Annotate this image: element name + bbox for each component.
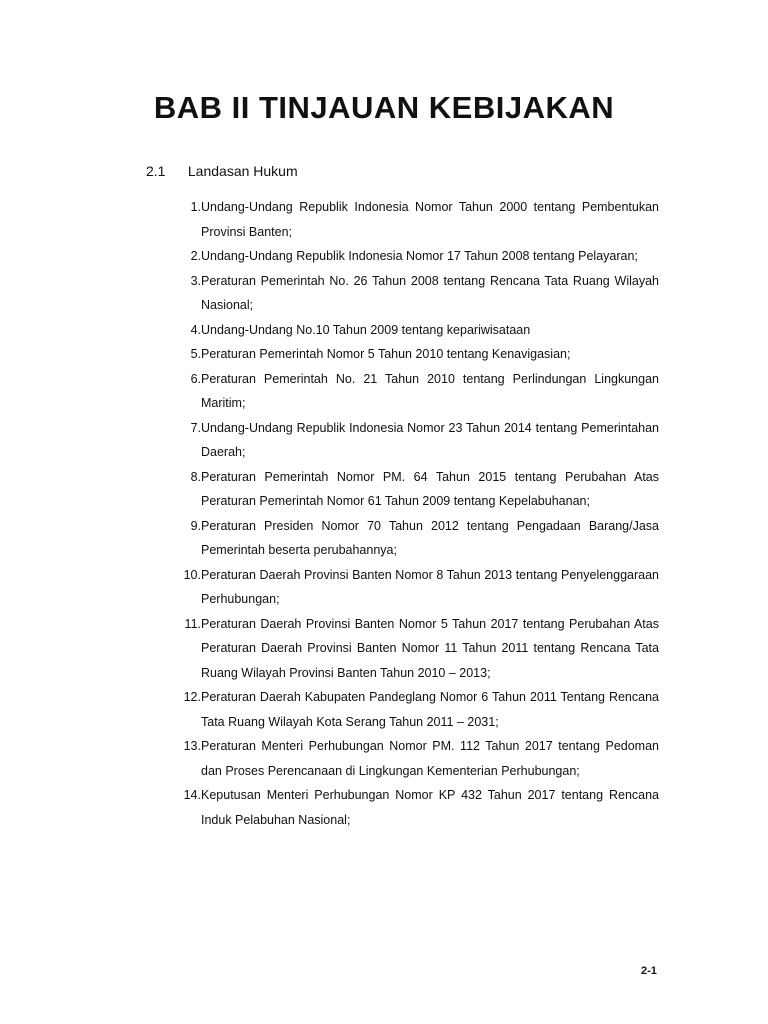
list-item-number: 6. (190, 371, 201, 386)
list-item (173, 563, 659, 612)
list-item-number: 12. (183, 690, 201, 704)
list-item (173, 244, 659, 269)
list-item-number: 11. (184, 616, 201, 631)
list-item-number: 3. (190, 273, 201, 288)
list-item-text: Peraturan Pemerintah Nomor 5 Tahun 2010 tentang Kenavigasian; (201, 347, 571, 361)
list-item-text: Peraturan Pemerintah Nomor PM. 64 Tahun 2015 tentang Perubahan Atas Peraturan Pemerintah Nomor 61 Tahun 2009 tentang Kepelabuhanan; (201, 469, 659, 508)
list-item (173, 465, 659, 514)
list-item-text: Peraturan Pemerintah No. 26 Tahun 2008 tentang Rencana Tata Ruang Wilayah Nasional; (201, 273, 659, 312)
list-item-text: Peraturan Menteri Perhubungan Nomor PM. 112 Tahun 2017 tentang Pedoman dan Proses Perencanaan di Lingkungan Kementerian Perhubungan; (201, 739, 659, 778)
list-item (173, 734, 659, 783)
list-item-number: 9. (190, 518, 201, 533)
list-item (173, 783, 659, 832)
page-title: BAB II TINJAUAN KEBIJAKAN (153, 90, 615, 125)
list-item-number: 10. (183, 567, 201, 582)
list-item-text: Peraturan Pemerintah No. 21 Tahun 2010 tentang Perlindungan Lingkungan Maritim; (201, 371, 659, 410)
list-item-number: 1. (190, 200, 201, 214)
list-item-number: 13. (183, 739, 201, 753)
list-item-number: 14. (183, 788, 201, 802)
list-item-number: 7. (190, 420, 201, 435)
list-item (173, 318, 659, 343)
list-item (173, 367, 659, 416)
list-item-text: Undang-Undang Republik Indonesia Nomor 23 Tahun 2014 tentang Pemerintahan Daerah; (201, 420, 659, 459)
list-item-text: Peraturan Presiden Nomor 70 Tahun 2012 tentang Pengadaan Barang/Jasa Pemerintah beserta perubahannya; (201, 518, 659, 557)
list-item-text: Peraturan Daerah Provinsi Banten Nomor 5 Tahun 2017 tentang Perubahan Atas Peraturan Daerah Provinsi Banten Nomor 11 Tahun 2011 tentang Rencana Tata Ruang Wilayah Provinsi Banten Tahun 2010 – 2013; (201, 616, 659, 680)
section-heading (146, 163, 298, 179)
list-item (173, 514, 659, 563)
list-item (173, 269, 659, 318)
list-item (173, 416, 659, 465)
list-item-text: Undang-Undang Republik Indonesia Nomor 17 Tahun 2008 tentang Pelayaran; (201, 249, 638, 263)
list-item-text: Undang-Undang Republik Indonesia Nomor Tahun 2000 tentang Pembentukan Provinsi Banten; (201, 200, 659, 239)
list-item-text: Undang-Undang No.10 Tahun 2009 tentang kepariwisataan (201, 322, 531, 337)
list-item (173, 685, 659, 734)
list-item-number: 8. (190, 469, 201, 484)
list-item-text: Keputusan Menteri Perhubungan Nomor KP 432 Tahun 2017 tentang Rencana Induk Pelabuhan Nasional; (201, 788, 659, 827)
list-item-number: 5. (190, 347, 201, 361)
list-item-text: Peraturan Daerah Provinsi Banten Nomor 8 Tahun 2013 tentang Penyelenggaraan Perhubungan; (201, 567, 659, 606)
section-title: Landasan Hukum (187, 163, 298, 179)
list-item-number: 2. (190, 249, 201, 263)
list-item (173, 342, 659, 367)
list-item (173, 195, 659, 244)
list-item-number: 4. (190, 322, 201, 337)
section-number: 2.1 (146, 163, 166, 179)
page-number: 2-1 (641, 965, 657, 977)
legal-basis-list (173, 195, 659, 832)
list-item-text: Peraturan Daerah Kabupaten Pandeglang Nomor 6 Tahun 2011 Tentang Rencana Tata Ruang Wilayah Kota Serang Tahun 2011 – 2031; (201, 690, 659, 729)
list-item (173, 612, 659, 686)
